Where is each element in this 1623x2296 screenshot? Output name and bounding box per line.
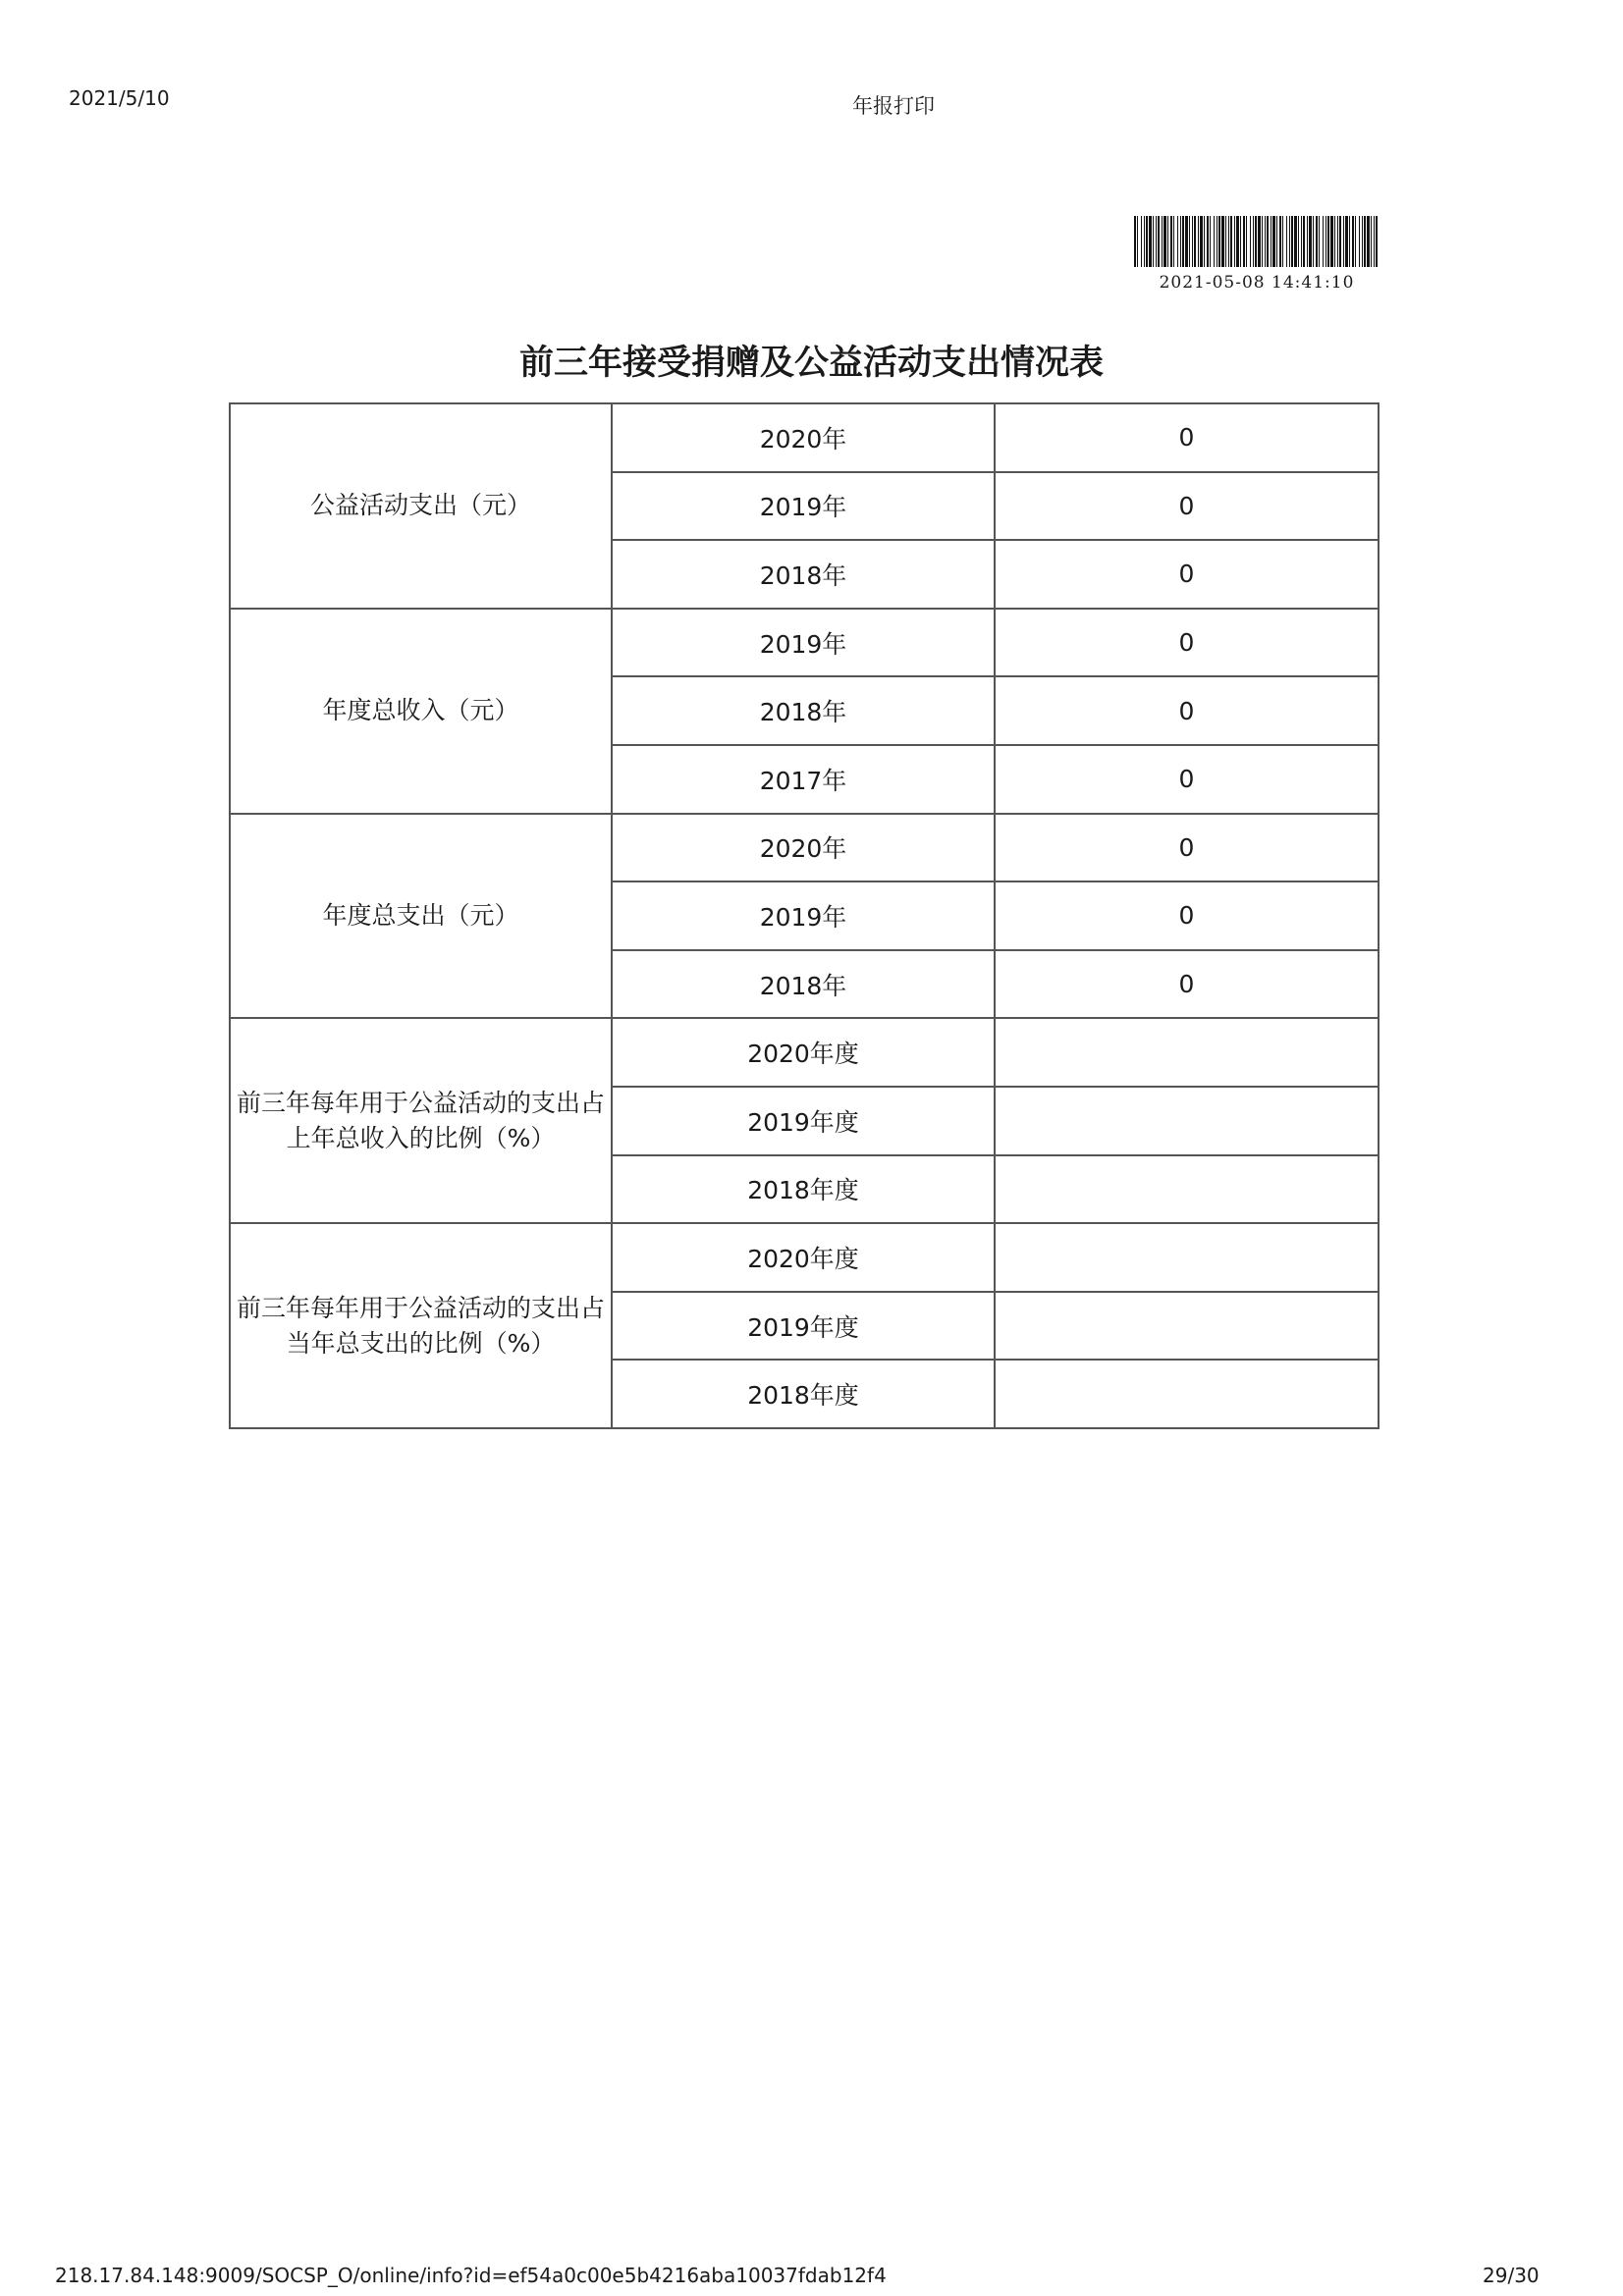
barcode-bar: [1210, 216, 1211, 267]
year-cell: 2018年: [612, 950, 995, 1019]
barcode-bar: [1330, 216, 1333, 267]
barcode-bar: [1376, 216, 1378, 267]
barcode-bar: [1189, 216, 1190, 267]
barcode-bar: [1167, 216, 1168, 267]
barcode-bar: [1319, 216, 1320, 267]
value-cell: 0: [995, 676, 1379, 745]
barcode-bar: [1163, 216, 1166, 267]
footer-url: 218.17.84.148:9009/SOCSP_O/online/info?id=ef54a0c00e5b4216aba10037fdab12f4: [55, 2264, 887, 2287]
barcode-bar: [1364, 216, 1366, 267]
table-row: [230, 814, 1379, 882]
barcode-bar: [1153, 216, 1154, 267]
barcode-bar: [1334, 216, 1335, 267]
barcode-bar: [1343, 216, 1344, 267]
print-date: 2021/5/10: [69, 86, 170, 110]
page-number: 29/30: [1483, 2264, 1540, 2287]
value-cell: 0: [995, 609, 1379, 677]
barcode-bar: [1194, 216, 1196, 267]
barcode-bar: [1291, 216, 1293, 267]
barcode: [1134, 216, 1380, 267]
year-cell: 2018年度: [612, 1155, 995, 1224]
barcode-bar: [1339, 216, 1341, 267]
barcode-bar: [1177, 216, 1178, 267]
barcode-bar: [1276, 216, 1277, 267]
value-cell: 0: [995, 540, 1379, 609]
barcode-bar: [1258, 216, 1261, 267]
barcode-bar: [1374, 216, 1375, 267]
barcode-bar: [1192, 216, 1193, 267]
barcode-bar: [1367, 216, 1370, 267]
barcode-bar: [1162, 216, 1163, 267]
barcode-bar: [1303, 216, 1305, 267]
value-cell: [995, 1018, 1379, 1087]
barcode-bar: [1255, 216, 1257, 267]
category-cell: 前三年每年用于公益活动的支出占上年总收入的比例（%）: [230, 1018, 612, 1223]
barcode-bar: [1144, 216, 1145, 267]
value-cell: [995, 1155, 1379, 1224]
barcode-bar: [1250, 216, 1251, 267]
barcode-bar: [1323, 216, 1324, 267]
year-cell: 2018年: [612, 676, 995, 745]
document-title: 前三年接受捐赠及公益活动支出情况表: [518, 344, 1104, 383]
barcode-bar: [1307, 216, 1308, 267]
barcode-bar: [1262, 216, 1263, 267]
barcode-bar: [1156, 216, 1157, 267]
barcode-bar: [1355, 216, 1356, 267]
barcode-bar: [1137, 216, 1138, 267]
value-cell: [995, 1223, 1379, 1292]
year-cell: 2019年: [612, 609, 995, 677]
year-cell: 2019年度: [612, 1087, 995, 1155]
category-cell: 年度总支出（元）: [230, 814, 612, 1019]
donation-expense-table: [229, 402, 1380, 1429]
barcode-bar: [1214, 216, 1215, 267]
barcode-bar: [1185, 216, 1188, 267]
barcode-bar: [1265, 216, 1266, 267]
table-row: [230, 609, 1379, 677]
barcode-bar: [1141, 216, 1142, 267]
barcode-bar: [1371, 216, 1372, 267]
table-row: [230, 1018, 1379, 1087]
barcode-bar: [1253, 216, 1254, 267]
barcode-bar: [1243, 216, 1245, 267]
value-cell: 0: [995, 403, 1379, 472]
barcode-bar: [1149, 216, 1152, 267]
barcode-bar: [1289, 216, 1290, 267]
table-row: [230, 403, 1379, 472]
year-cell: 2020年: [612, 814, 995, 882]
value-cell: 0: [995, 472, 1379, 541]
barcode-bar: [1362, 216, 1363, 267]
barcode-bar: [1301, 216, 1302, 267]
barcode-bar: [1272, 216, 1275, 267]
barcode-bar: [1279, 216, 1281, 267]
barcode-bar: [1349, 216, 1350, 267]
barcode-bar: [1309, 216, 1312, 267]
barcode-bar: [1218, 216, 1220, 267]
barcode-bar: [1200, 216, 1203, 267]
barcode-bar: [1180, 216, 1181, 267]
category-cell: 年度总收入（元）: [230, 609, 612, 814]
barcode-bar: [1337, 216, 1338, 267]
category-cell: 公益活动支出（元）: [230, 403, 612, 609]
value-cell: [995, 1087, 1379, 1155]
barcode-bar: [1246, 216, 1247, 267]
year-cell: 2020年: [612, 403, 995, 472]
barcode-bar: [1359, 216, 1360, 267]
value-cell: 0: [995, 814, 1379, 882]
barcode-bar: [1228, 216, 1229, 267]
year-cell: 2018年: [612, 540, 995, 609]
value-cell: [995, 1360, 1379, 1428]
print-header-title: 年报打印: [852, 94, 935, 118]
barcode-bar: [1298, 216, 1299, 267]
barcode-bar: [1294, 216, 1297, 267]
barcode-bar: [1158, 216, 1160, 267]
year-cell: 2020年度: [612, 1018, 995, 1087]
barcode-timestamp: 2021-05-08 14:41:10: [1159, 273, 1355, 293]
category-cell: 前三年每年用于公益活动的支出占当年总支出的比例（%）: [230, 1223, 612, 1428]
barcode-bar: [1198, 216, 1199, 267]
year-cell: 2019年: [612, 472, 995, 541]
barcode-bar: [1345, 216, 1348, 267]
barcode-bar: [1182, 216, 1184, 267]
barcode-bar: [1236, 216, 1239, 267]
year-cell: 2019年度: [612, 1292, 995, 1361]
barcode-bar: [1327, 216, 1329, 267]
barcode-bar: [1286, 216, 1287, 267]
barcode-bar: [1352, 216, 1354, 267]
year-cell: 2020年度: [612, 1223, 995, 1292]
barcode-block: [1134, 216, 1380, 293]
barcode-bar: [1134, 216, 1136, 267]
barcode-bar: [1173, 216, 1174, 267]
value-cell: [995, 1292, 1379, 1361]
barcode-bar: [1267, 216, 1269, 267]
barcode-bar: [1313, 216, 1314, 267]
barcode-bar: [1204, 216, 1205, 267]
barcode-bar: [1282, 216, 1283, 267]
value-cell: 0: [995, 881, 1379, 950]
barcode-bar: [1240, 216, 1241, 267]
barcode-bar: [1170, 216, 1172, 267]
year-cell: 2019年: [612, 881, 995, 950]
barcode-bar: [1234, 216, 1235, 267]
table-row: [230, 1223, 1379, 1292]
barcode-bar: [1207, 216, 1209, 267]
barcode-bar: [1221, 216, 1224, 267]
value-cell: 0: [995, 745, 1379, 814]
barcode-bar: [1325, 216, 1326, 267]
year-cell: 2018年度: [612, 1360, 995, 1428]
year-cell: 2017年: [612, 745, 995, 814]
barcode-bar: [1316, 216, 1318, 267]
barcode-bar: [1146, 216, 1148, 267]
value-cell: 0: [995, 950, 1379, 1019]
barcode-bar: [1225, 216, 1226, 267]
barcode-bar: [1230, 216, 1232, 267]
